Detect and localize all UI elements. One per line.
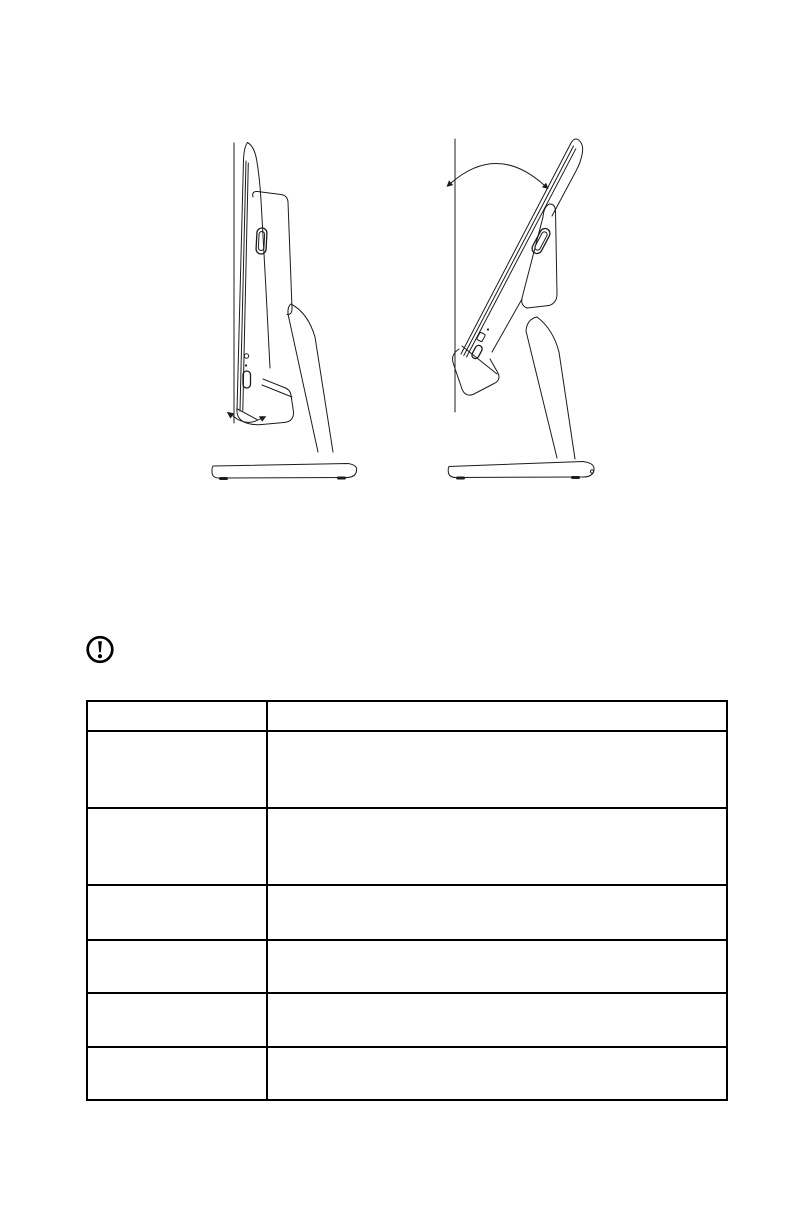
table-cell: [267, 1047, 727, 1100]
rear-housing: [522, 204, 557, 308]
table-row: [87, 993, 727, 1047]
bottom-chin: [453, 346, 499, 395]
table-row: [87, 808, 727, 885]
stand-base: [212, 464, 357, 481]
display-panel: [461, 139, 583, 357]
table-cell: [87, 993, 267, 1047]
optical-drive-button-icon: [530, 227, 552, 256]
table-cell: [267, 940, 727, 993]
table-cell: [267, 808, 727, 885]
table-cell: [87, 940, 267, 993]
tilt-range-arc-arrow-icon: [447, 163, 549, 189]
optical-drive-button-icon: [256, 228, 267, 254]
tilted-side-view-figure: [438, 128, 618, 488]
table-header-row: [87, 701, 727, 731]
display-panel: [237, 143, 270, 412]
table-cell: [267, 993, 727, 1047]
table-row: [87, 940, 727, 993]
table-row: [87, 1047, 727, 1100]
table-header-cell: [87, 701, 267, 731]
table-cell: [87, 808, 267, 885]
stand-base: [448, 462, 594, 480]
stand-arm: [526, 317, 575, 459]
table-row: [87, 731, 727, 808]
attention-icon: [84, 633, 116, 665]
table-cell: [267, 731, 727, 808]
table-cell: [267, 885, 727, 940]
stand-arm: [288, 304, 333, 452]
table-row: [87, 885, 727, 940]
table-header-cell: [267, 701, 727, 731]
upright-side-view-figure: [200, 128, 375, 488]
rear-housing: [253, 191, 292, 314]
table-cell: [87, 885, 267, 940]
bottom-chin: [237, 379, 294, 425]
table-cell: [87, 1047, 267, 1100]
table-cell: [87, 731, 267, 808]
specs-table: [86, 700, 728, 1101]
